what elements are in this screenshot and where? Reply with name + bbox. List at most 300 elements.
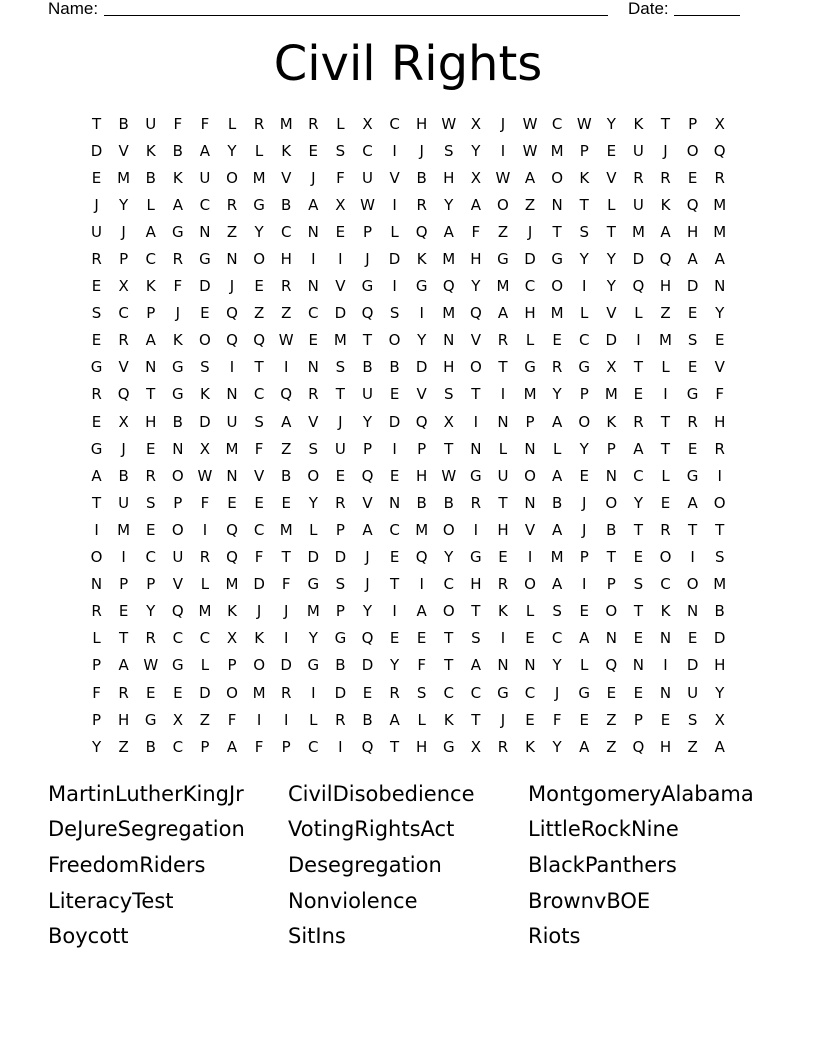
grid-letter: B (118, 466, 129, 485)
grid-letter: O (605, 493, 618, 512)
grid-letter: O (524, 575, 536, 594)
grid-letter: V (253, 466, 265, 485)
grid-letter: G (578, 683, 591, 702)
grid-letter: V (470, 331, 481, 350)
grid-letter: G (253, 195, 265, 214)
grid-letter: O (605, 602, 618, 621)
grid-letter: A (579, 629, 590, 648)
grid-letter: T (633, 520, 643, 539)
grid-letter: Y (606, 250, 616, 269)
grid-letter: Q (632, 277, 645, 296)
grid-letter: K (145, 141, 156, 160)
grid-letter: P (606, 575, 616, 594)
grid-letter: X (362, 114, 373, 133)
grid-letter: A (308, 195, 319, 214)
grid-letter: P (579, 548, 589, 567)
grid-letter: J (229, 277, 235, 296)
grid-letter: G (578, 358, 591, 377)
grid-letter: Z (281, 439, 292, 458)
grid-letter: Q (415, 222, 428, 241)
grid-letter: C (470, 683, 482, 702)
grid-letter: D (334, 683, 347, 702)
grid-letter: A (199, 141, 211, 160)
grid-letter: A (389, 710, 400, 729)
grid-letter: T (660, 412, 671, 431)
grid-letter: E (633, 548, 644, 567)
grid-letter: M (659, 331, 672, 350)
grid-letter: J (582, 493, 587, 512)
grid-letter: E (335, 222, 346, 241)
grid-letter: H (443, 358, 455, 377)
grid-letter: T (715, 520, 725, 539)
grid-letter: J (419, 141, 424, 160)
grid-letter: G (497, 250, 509, 269)
grid-letter: S (254, 412, 264, 431)
grid-letter: U (687, 683, 699, 702)
grid-letter: J (365, 250, 370, 269)
grid-letter: I (636, 331, 641, 350)
grid-letter: B (606, 520, 617, 539)
grid-letter: E (254, 493, 264, 512)
grid-letter: N (226, 250, 238, 269)
grid-letter: B (118, 114, 129, 133)
grid-letter: L (309, 710, 318, 729)
grid-letter: I (500, 385, 506, 404)
grid-letter: E (687, 439, 698, 458)
grid-letter: E (145, 439, 156, 458)
grid-letter: G (551, 250, 563, 269)
grid-letter: E (687, 358, 698, 377)
grid-letter: Y (715, 304, 725, 323)
grid-letter: P (579, 141, 589, 160)
grid-letter: P (362, 222, 372, 241)
grid-letter: C (524, 277, 536, 296)
grid-letter: X (714, 114, 725, 133)
grid-letter: N (388, 493, 401, 512)
grid-letter: D (713, 629, 726, 648)
grid-letter: C (551, 629, 563, 648)
grid-letter: M (631, 222, 645, 241)
grid-letter: D (388, 250, 401, 269)
grid-letter: F (471, 222, 481, 241)
grid-letter: W (441, 114, 457, 133)
grid-letter: I (338, 250, 343, 269)
grid-letter: N (659, 629, 672, 648)
grid-letter: E (687, 629, 698, 648)
grid-letter: I (311, 683, 316, 702)
grid-letter: W (495, 168, 511, 187)
grid-letter: I (473, 520, 479, 539)
grid-letter: Z (118, 737, 129, 756)
grid-letter: R (91, 602, 102, 621)
grid-letter: W (522, 114, 538, 133)
grid-letter: J (256, 602, 262, 621)
grid-letter: U (632, 195, 644, 214)
grid-letter: G (172, 656, 184, 675)
grid-letter: H (118, 710, 130, 729)
grid-letter: O (90, 548, 103, 567)
grid-letter: E (91, 331, 102, 350)
grid-letter: Y (444, 195, 454, 214)
grid-letter: V (524, 520, 536, 539)
grid-letter: Z (606, 737, 617, 756)
grid-letter: A (552, 520, 563, 539)
grid-letter: S (145, 493, 156, 512)
grid-letter: Z (660, 304, 671, 323)
grid-letter: H (714, 412, 726, 431)
grid-letter: T (146, 385, 156, 404)
grid-letter: N (443, 331, 455, 350)
grid-letter: O (713, 493, 726, 512)
grid-letter: T (579, 195, 589, 214)
grid-letter: N (632, 656, 645, 675)
grid-letter: T (471, 385, 481, 404)
grid-letter: O (497, 195, 509, 214)
grid-letter: M (252, 168, 266, 187)
grid-letter: D (199, 683, 211, 702)
grid-letter: D (253, 575, 265, 594)
grid-letter: A (281, 412, 292, 431)
grid-letter: F (336, 168, 345, 187)
grid-letter: T (389, 737, 400, 756)
grid-letter: E (254, 277, 264, 296)
grid-letter: I (473, 412, 479, 431)
grid-letter: P (281, 737, 291, 756)
grid-letter: P (173, 493, 183, 512)
grid-letter: I (392, 277, 397, 296)
grid-letter: M (604, 385, 618, 404)
grid-letter: N (172, 439, 184, 458)
grid-letter: I (338, 737, 343, 756)
grid-letter: Z (199, 710, 211, 729)
grid-letter: L (336, 114, 345, 133)
grid-letter: M (550, 304, 564, 323)
grid-letter: A (552, 575, 563, 594)
grid-letter: R (145, 629, 156, 648)
word-bank-item: FreedomRiders (48, 852, 206, 877)
grid-letter: C (308, 737, 319, 756)
grid-letter: J (527, 222, 533, 241)
grid-letter: I (392, 602, 397, 621)
grid-letter: M (550, 548, 564, 567)
grid-letter: O (226, 683, 238, 702)
grid-letter: N (605, 466, 617, 485)
grid-letter: Y (633, 493, 643, 512)
grid-letter: O (524, 466, 536, 485)
grid-letter: T (471, 602, 481, 621)
grid-letter: I (94, 520, 99, 539)
grid-letter: H (280, 250, 292, 269)
grid-letter: N (470, 439, 482, 458)
page-title: Civil Rights (273, 36, 543, 92)
grid-letter: P (633, 710, 643, 729)
grid-letter: A (552, 466, 563, 485)
grid-letter: T (91, 114, 102, 133)
grid-letter: Q (171, 602, 184, 621)
grid-letter: R (118, 683, 129, 702)
grid-letter: B (172, 412, 183, 431)
grid-letter: V (172, 575, 183, 594)
grid-letter: B (443, 493, 454, 512)
grid-letter: R (660, 168, 671, 187)
grid-letter: O (659, 548, 672, 567)
grid-letter: G (172, 222, 184, 241)
grid-letter: U (172, 548, 184, 567)
date-label: Date: (628, 0, 669, 18)
grid-letter: D (280, 656, 292, 675)
grid-letter: G (90, 439, 103, 458)
grid-letter: D (361, 656, 374, 675)
grid-letter: H (470, 250, 482, 269)
grid-letter: U (118, 493, 130, 512)
grid-letter: O (388, 331, 401, 350)
grid-letter: A (660, 222, 671, 241)
grid-letter: S (416, 683, 427, 702)
grid-letter: S (687, 331, 698, 350)
grid-letter: D (415, 358, 428, 377)
grid-letter: O (686, 575, 699, 594)
grid-letter: G (415, 277, 428, 296)
grid-letter: Q (226, 331, 238, 350)
grid-letter: G (361, 277, 374, 296)
grid-letter: Y (362, 602, 373, 621)
grid-letter: B (335, 656, 346, 675)
grid-letter: T (91, 493, 102, 512)
grid-letter: E (145, 520, 156, 539)
grid-letter: G (334, 629, 347, 648)
grid-letter: G (144, 710, 157, 729)
grid-letter: N (524, 493, 536, 512)
grid-letter: Y (308, 629, 318, 648)
grid-letter: W (360, 195, 375, 214)
grid-letter: N (307, 277, 319, 296)
grid-letter: R (497, 331, 509, 350)
grid-letter: M (713, 222, 727, 241)
grid-letter: K (254, 629, 265, 648)
grid-letter: E (91, 168, 102, 187)
grid-letter: V (118, 358, 129, 377)
grid-letter: F (200, 493, 210, 512)
grid-letter: A (416, 602, 427, 621)
word-bank-item: Boycott (48, 924, 129, 949)
name-blank-line (104, 15, 608, 16)
grid-letter: Q (361, 304, 374, 323)
grid-letter: D (199, 277, 211, 296)
grid-letter: U (632, 141, 644, 160)
grid-letter: Y (715, 683, 725, 702)
grid-letter: R (660, 520, 671, 539)
grid-letter: E (633, 629, 644, 648)
word-bank-item: SitIns (288, 924, 346, 949)
grid-letter: E (552, 331, 562, 350)
grid-letter: E (579, 466, 589, 485)
grid-letter: F (254, 737, 264, 756)
grid-letter: Q (361, 466, 374, 485)
grid-letter: O (442, 520, 455, 539)
grid-letter: A (172, 195, 183, 214)
word-bank-item: LittleRockNine (528, 817, 679, 842)
grid-letter: N (497, 656, 509, 675)
grid-letter: M (523, 385, 537, 404)
grid-letter: Q (632, 737, 645, 756)
grid-letter: B (362, 710, 373, 729)
grid-letter: H (416, 114, 428, 133)
grid-letter: Z (253, 304, 265, 323)
word-bank-item: LiteracyTest (48, 888, 174, 913)
grid-letter: C (578, 331, 590, 350)
grid-letter: J (663, 141, 668, 160)
grid-letter: I (229, 358, 235, 377)
grid-letter: Q (442, 277, 455, 296)
grid-letter: G (307, 656, 320, 675)
grid-letter: V (281, 168, 292, 187)
word-bank-item: Riots (528, 924, 581, 949)
grid-letter: I (283, 629, 289, 648)
grid-letter: R (308, 385, 319, 404)
grid-letter: H (659, 737, 672, 756)
grid-letter: N (605, 629, 617, 648)
grid-letter: C (145, 250, 156, 269)
grid-letter: U (334, 439, 346, 458)
grid-letter: L (254, 141, 264, 160)
grid-letter: F (173, 277, 183, 296)
grid-letter: M (252, 683, 266, 702)
grid-letter: Z (226, 222, 238, 241)
grid-letter: G (686, 466, 699, 485)
grid-letter: V (606, 304, 617, 323)
grid-letter: F (92, 683, 101, 702)
grid-letter: D (605, 331, 618, 350)
grid-letter: Y (579, 439, 589, 458)
grid-letter: A (633, 439, 644, 458)
grid-letter: M (279, 114, 293, 133)
grid-letter: W (441, 466, 457, 485)
grid-letter: A (579, 737, 590, 756)
grid-letter: K (172, 168, 183, 187)
grid-letter: J (554, 683, 560, 702)
grid-letter: S (389, 304, 400, 323)
grid-letter: N (226, 466, 238, 485)
grid-letter: H (416, 737, 428, 756)
grid-letter: P (335, 520, 345, 539)
grid-letter: I (690, 548, 695, 567)
grid-letter: A (714, 737, 725, 756)
grid-letter: J (311, 168, 316, 187)
grid-letter: A (524, 168, 536, 187)
grid-letter: A (687, 493, 698, 512)
grid-letter: X (199, 439, 211, 458)
grid-letter: G (470, 466, 482, 485)
grid-letter: R (416, 195, 427, 214)
grid-letter: O (171, 466, 184, 485)
grid-letter: Q (117, 385, 130, 404)
grid-letter: Q (659, 250, 672, 269)
grid-letter: N (659, 683, 672, 702)
word-bank-item: BrownvBOE (528, 888, 651, 913)
grid-letter: G (172, 358, 184, 377)
grid-letter: I (663, 385, 668, 404)
grid-letter: U (497, 466, 509, 485)
grid-letter: R (633, 412, 644, 431)
grid-letter: O (442, 602, 455, 621)
grid-letter: T (633, 602, 643, 621)
grid-letter: I (663, 656, 668, 675)
grid-letter: M (496, 277, 510, 296)
grid-letter: Q (686, 195, 699, 214)
grid-letter: S (444, 385, 454, 404)
grid-letter: E (525, 710, 535, 729)
grid-letter: Q (226, 548, 238, 567)
grid-letter: Q (469, 304, 482, 323)
grid-letter: S (335, 358, 346, 377)
grid-letter: E (525, 629, 535, 648)
grid-letter: H (145, 412, 157, 431)
grid-letter: O (578, 412, 591, 431)
grid-letter: Q (361, 737, 374, 756)
grid-letter: J (121, 439, 126, 458)
grid-letter: G (307, 575, 320, 594)
grid-letter: Y (606, 277, 616, 296)
grid-letter: J (500, 114, 506, 133)
grid-letter: W (278, 331, 294, 350)
grid-letter: K (200, 385, 210, 404)
grid-letter: X (470, 737, 481, 756)
grid-letter: R (172, 250, 184, 269)
grid-letter: E (91, 412, 102, 431)
grid-letter: Y (254, 222, 264, 241)
grid-letter: Y (417, 331, 427, 350)
grid-letter: P (362, 439, 372, 458)
grid-letter: D (307, 548, 320, 567)
grid-letter: A (443, 222, 454, 241)
grid-letter: T (633, 358, 643, 377)
word-bank-item: DeJureSegregation (48, 817, 245, 842)
grid-letter: K (172, 331, 183, 350)
grid-letter: X (470, 168, 481, 187)
grid-letter: C (443, 575, 454, 594)
grid-letter: A (145, 331, 156, 350)
grid-letter: S (552, 602, 562, 621)
grid-letter: I (419, 575, 424, 594)
grid-letter: S (471, 629, 481, 648)
grid-letter: L (146, 195, 155, 214)
grid-letter: V (362, 493, 373, 512)
grid-letter: S (200, 358, 210, 377)
grid-letter: R (91, 385, 102, 404)
grid-letter: P (92, 710, 102, 729)
grid-letter: V (416, 385, 427, 404)
grid-letter: D (524, 250, 536, 269)
grid-letter: E (145, 683, 156, 702)
grid-letter: C (172, 629, 184, 648)
grid-letter: E (660, 710, 671, 729)
grid-letter: N (524, 439, 536, 458)
grid-letter: D (334, 548, 347, 567)
grid-letter: A (226, 737, 238, 756)
grid-letter: R (335, 710, 346, 729)
grid-letter: P (579, 385, 589, 404)
grid-letter: D (632, 250, 645, 269)
grid-letter: M (117, 168, 131, 187)
grid-letter: G (524, 358, 536, 377)
grid-letter: L (661, 358, 670, 377)
grid-letter: R (280, 277, 292, 296)
grid-letter: T (254, 358, 264, 377)
grid-letter: H (659, 277, 672, 296)
grid-letter: O (226, 168, 238, 187)
grid-letter: E (606, 141, 617, 160)
grid-letter: R (389, 683, 400, 702)
